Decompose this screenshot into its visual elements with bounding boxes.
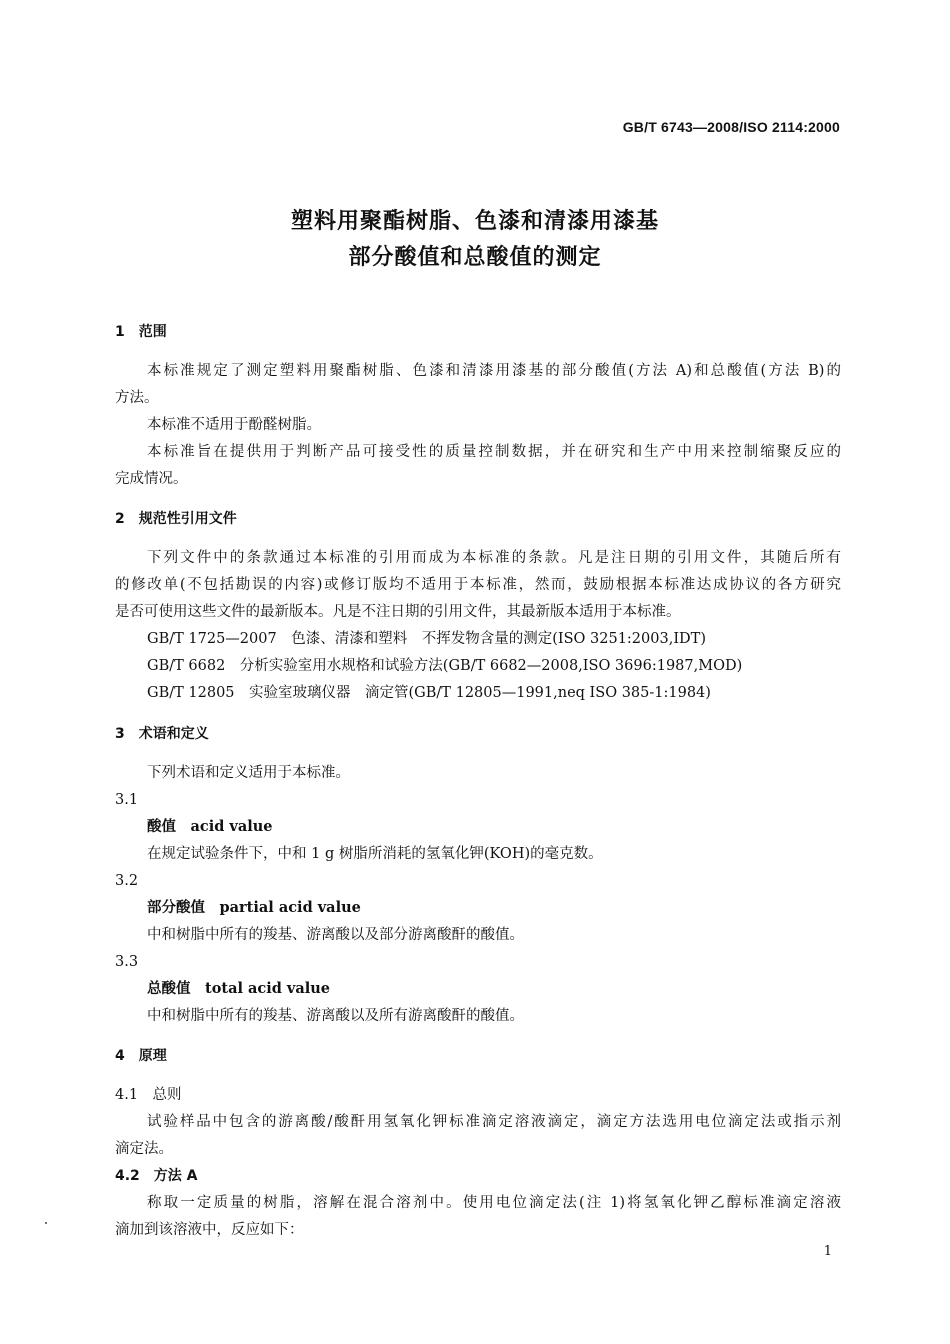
section-4-2-para-line-2: 滴加到该溶液中，反应如下： <box>115 1222 304 1238</box>
document-title-line-2: 部分酸值和总酸值的测定 <box>348 245 602 270</box>
term-number: 3.3 <box>115 954 139 970</box>
term-number: 3.1 <box>115 792 139 808</box>
subsection-4-1-heading: 4.1 总则 <box>115 1087 182 1103</box>
standard-code: GB/T 6743—2008/ISO 2114:2000 <box>622 119 840 135</box>
section-1-para-1-line-2: 方法。 <box>115 390 159 406</box>
section-2-para-line-3: 是否可使用这些文件的最新版本。凡是不注日期的引用文件，其最新版本适用于本标准。 <box>115 604 681 620</box>
normative-reference-3: GB/T 12805 实验室玻璃仪器 滴定管(GB/T 12805—1991,neq ISO 385-1:1984) <box>147 685 711 701</box>
term-definition: 在规定试验条件下，中和 1 g 树脂所消耗的氢氧化钾(KOH)的毫克数。 <box>147 846 603 862</box>
subsection-4-2-heading: 4.2 方法 A <box>115 1168 198 1184</box>
page-number: 1 <box>823 1244 832 1259</box>
term-definition: 中和树脂中所有的羧基、游离酸以及部分游离酸酐的酸值。 <box>147 927 524 943</box>
normative-reference-1: GB/T 1725—2007 色漆、清漆和塑料 不挥发物含量的测定(ISO 3251:2003,IDT) <box>147 631 706 647</box>
document-title-line-1: 塑料用聚酯树脂、色漆和清漆用漆基 <box>290 209 659 234</box>
section-4-2-para-line-1: 称取一定质量的树脂，溶解在混合溶剂中。使用电位滴定法(注 1)将氢氧化钾乙醇标准滴定溶液 <box>147 1195 841 1211</box>
section-2-para-line-1: 下列文件中的条款通过本标准的引用而成为本标准的条款。凡是注日期的引用文件，其随后所有 <box>147 550 841 566</box>
section-3-intro: 下列术语和定义适用于本标准。 <box>147 765 350 781</box>
normative-reference-2: GB/T 6682 分析实验室用水规格和试验方法(GB/T 6682—2008,ISO 3696:1987,MOD) <box>147 658 743 674</box>
section-1-para-2: 本标准不适用于酚醛树脂。 <box>147 417 321 433</box>
section-4-heading: 4 原理 <box>115 1048 167 1064</box>
section-1-para-1-line-1: 本标准规定了测定塑料用聚酯树脂、色漆和清漆用漆基的部分酸值(方法 A)和总酸值(方法 B)的 <box>147 363 841 379</box>
term-name: 总酸值 total acid value <box>147 980 331 997</box>
section-4-1-para-line-1: 试验样品中包含的游离酸/酸酐用氢氧化钾标准滴定溶液滴定，滴定方法选用电位滴定法或指示剂 <box>147 1114 841 1130</box>
section-3-heading: 3 术语和定义 <box>115 726 209 742</box>
section-1-para-3-line-2: 完成情况。 <box>115 471 188 487</box>
section-1-para-3-line-1: 本标准旨在提供用于判断产品可接受性的质量控制数据，并在研究和生产中用来控制缩聚反应的 <box>147 444 841 460</box>
term-name: 酸值 acid value <box>147 818 273 835</box>
section-2-para-line-2: 的修改单(不包括勘误的内容)或修订版均不适用于本标准，然而，鼓励根据本标准达成协议的各方研究 <box>115 577 841 593</box>
scan-speck <box>45 1222 47 1224</box>
section-1-heading: 1 范围 <box>115 324 167 340</box>
term-number: 3.2 <box>115 873 139 889</box>
term-name: 部分酸值 partial acid value <box>147 899 361 916</box>
term-definition: 中和树脂中所有的羧基、游离酸以及所有游离酸酐的酸值。 <box>147 1008 524 1024</box>
section-2-heading: 2 规范性引用文件 <box>115 511 237 527</box>
section-4-1-para-line-2: 滴定法。 <box>115 1141 173 1157</box>
